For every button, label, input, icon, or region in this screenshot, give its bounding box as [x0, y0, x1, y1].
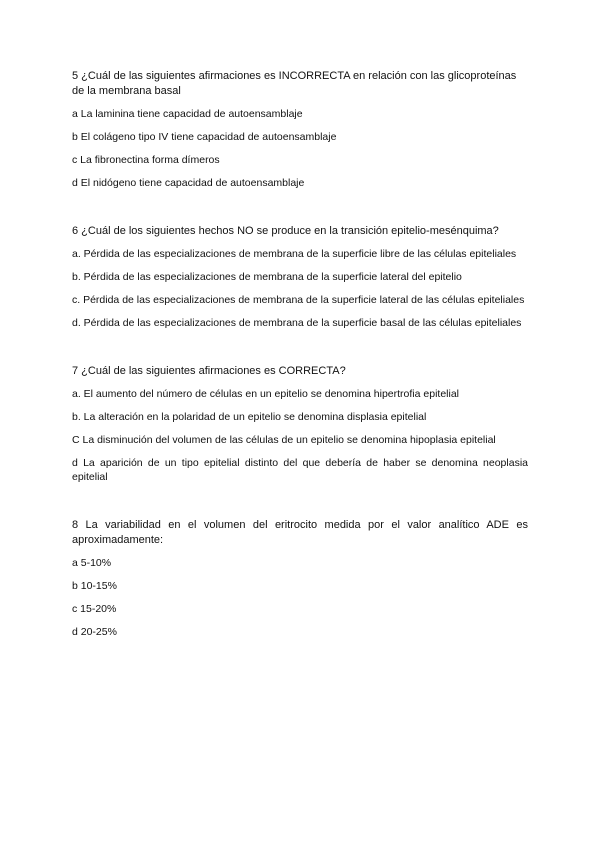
question-text: 8 La variabilidad en el volumen del eritrocito medida por el valor analítico ADE es aproximadamente:	[72, 519, 528, 546]
question-text: 7 ¿Cuál de las siguientes afirmaciones es CORRECTA?	[72, 365, 346, 377]
document-content	[72, 69, 528, 673]
option-b: b. Pérdida de las especializaciones de membrana de la superficie lateral del epitelio	[72, 271, 462, 283]
option-a: a. Pérdida de las especializaciones de membrana de la superficie libre de las células epiteliales	[72, 248, 517, 260]
option-a: a La laminina tiene capacidad de autoensamblaje	[72, 108, 303, 120]
question-5	[72, 69, 528, 190]
option-d: d La aparición de un tipo epitelial distinto del que debería de haber se denomina neoplasia epitelial	[72, 457, 528, 483]
option-d: d 20-25%	[72, 626, 117, 638]
option-b: b 10-15%	[72, 580, 117, 592]
option-c: C La disminución del volumen de las células de un epitelio se denomina hipoplasia epitelial	[72, 434, 496, 446]
question-text: 6 ¿Cuál de los siguientes hechos NO se produce en la transición epitelio-mesénquima?	[72, 225, 499, 237]
option-b: b. La alteración en la polaridad de un epitelio se denomina displasia epitelial	[72, 411, 427, 423]
option-c: c La fibronectina forma dímeros	[72, 154, 220, 166]
question-text: 5 ¿Cuál de las siguientes afirmaciones es INCORRECTA en relación con las glicoproteínas de la membrana basal	[72, 70, 517, 97]
option-c: c 15-20%	[72, 603, 117, 615]
question-8	[72, 518, 528, 639]
option-a: a 5-10%	[72, 557, 112, 569]
option-b: b El colágeno tipo IV tiene capacidad de autoensamblaje	[72, 131, 337, 143]
question-7	[72, 364, 528, 484]
option-d: d. Pérdida de las especializaciones de membrana de la superficie basal de las células epiteliales	[72, 317, 522, 329]
option-c: c. Pérdida de las especializaciones de membrana de la superficie lateral de las células epiteliales	[72, 294, 525, 306]
option-d: d El nidógeno tiene capacidad de autoensamblaje	[72, 177, 305, 189]
option-a: a. El aumento del número de células en un epitelio se denomina hipertrofia epitelial	[72, 388, 459, 400]
question-6	[72, 224, 528, 330]
